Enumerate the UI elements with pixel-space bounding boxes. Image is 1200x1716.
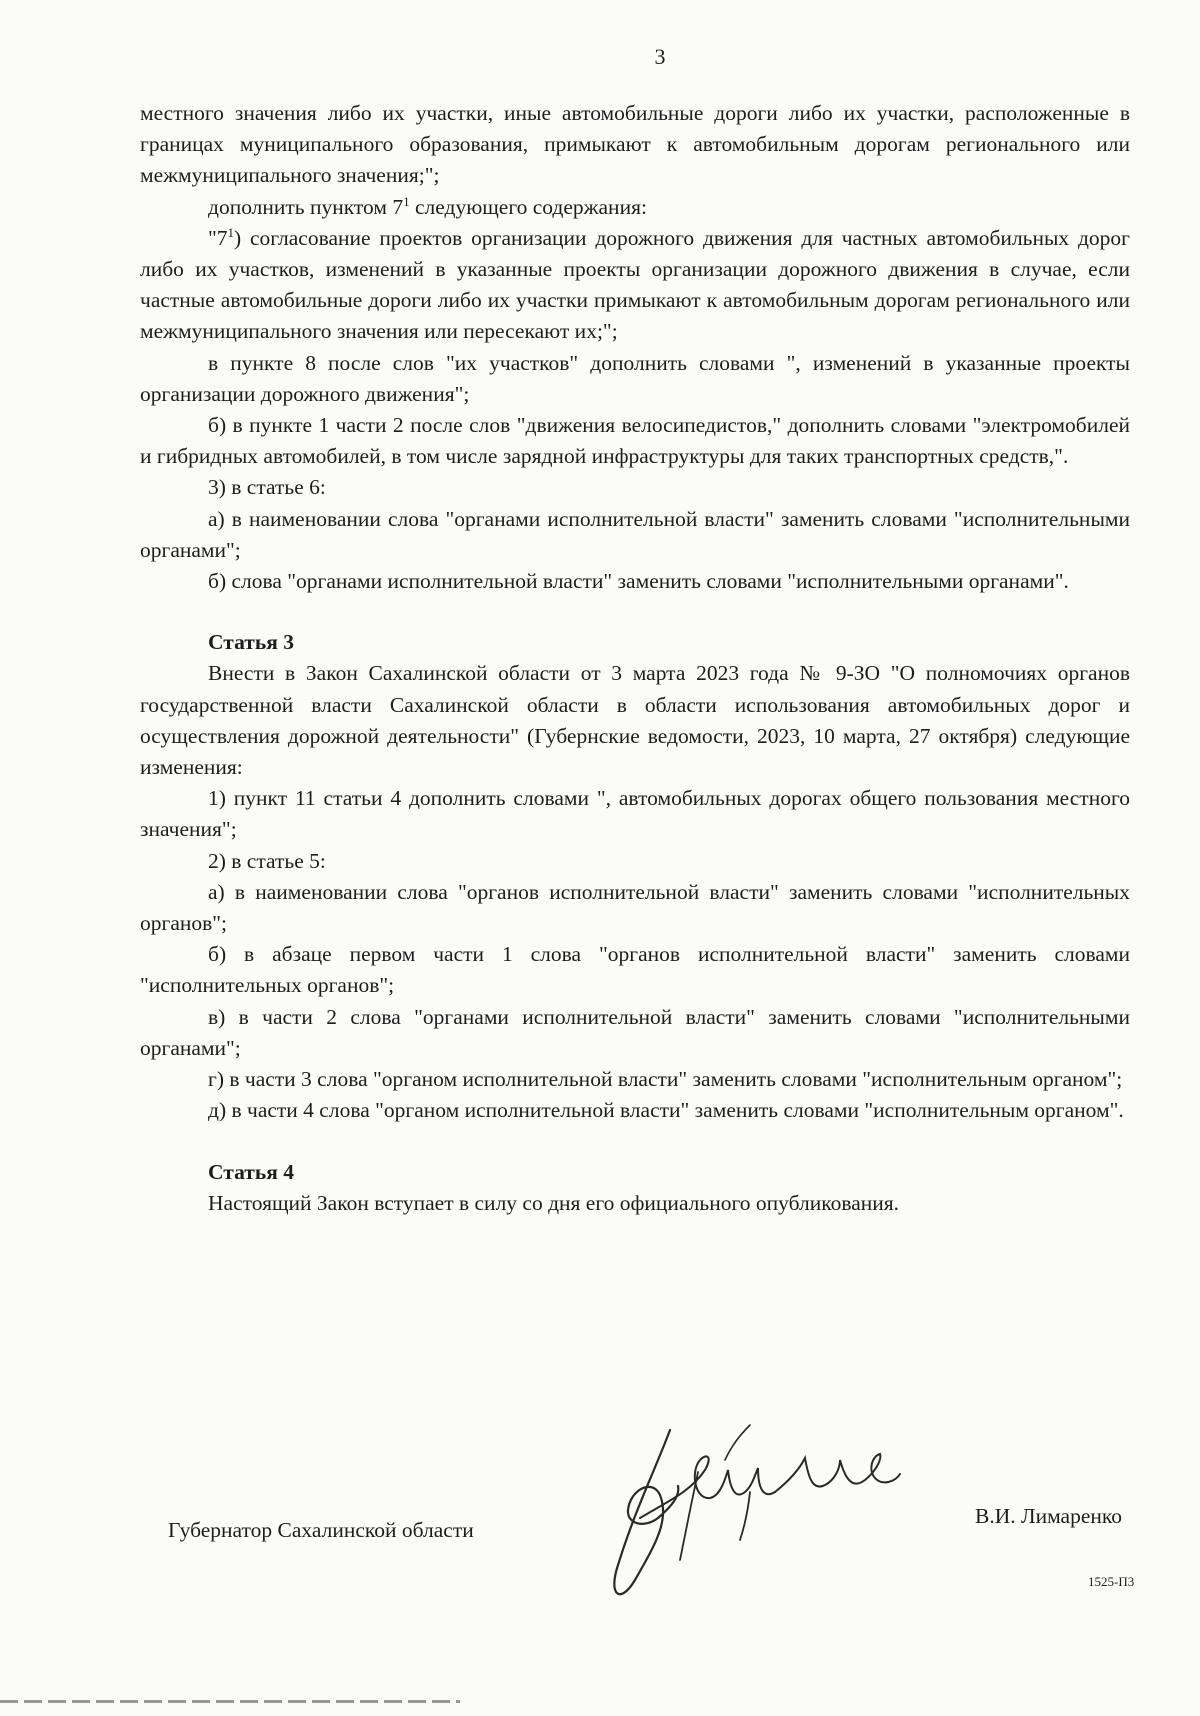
paragraph: б) в пункте 1 части 2 после слов "движения велосипедистов," дополнить словами "электромобилей и гибридных автомобилей, в том числе зарядной инфраструктуры для таких транспортных средств,". [140, 413, 1130, 469]
paragraph: в) в части 2 слова "органами исполнительной власти" заменить словами "исполнительными органами"; [140, 1004, 1130, 1060]
paragraph: Настоящий Закон вступает в силу со дня его официального опубликования. [208, 1190, 900, 1215]
paragraph: 1) пункт 11 статьи 4 дополнить словами ", автомобильных дорогах общего пользования местного значения"; [140, 786, 1130, 842]
governor-title: Губернатор Сахалинской области [168, 1518, 474, 1542]
paragraph: д) в части 4 слова "органом исполнительной власти" заменить словами "исполнительным органом". [208, 1098, 1124, 1123]
paragraph: дополнить пунктом $7^1$ следующего содержания: [208, 193, 647, 219]
paragraph: а) в наименовании слова "органами исполнительной власти" заменить словами "исполнительными органами"; [140, 506, 1130, 562]
paragraph: 2) в статье 5: [208, 848, 326, 873]
paragraph: а) в наименовании слова "органов исполнительной власти" заменить словами "исполнительных органов"; [140, 879, 1130, 936]
paragraph: г) в части 3 слова "органом исполнительной власти" заменить словами "исполнительным органом"; [208, 1067, 1123, 1092]
paragraph: 3) в статье 6: [208, 475, 326, 500]
article-heading-4: Статья 4 [208, 1159, 294, 1184]
paragraph: Внести в Закон Сахалинской области от 3 марта 2023 года № 9-ЗО "О полномочиях органов государственной власти Сахалинской области в области использования автомобильных дорог и осуществления дорожной деятельности" (Губернские ведомости, 2023, 10 марта, 27 октября) следующие изменения: [140, 661, 1130, 780]
paragraph: б) слова "органами исполнительной власти" заменить словами "исполнительными органами". [208, 569, 1069, 594]
signature-block [0, 1400, 1200, 1620]
document-code: 1525-П3 [1088, 1574, 1135, 1589]
paragraph: "$7^1$) согласование проектов организации дорожного движения для частных автомобильных дорог либо их участков, изменений в указанные проекты организации дорожного движения в случае, если частные автомобильные дороги либо их участки примыкают к автомобильным дорогам регионального или межмуниципального значения или пересекают их;"; [140, 224, 1130, 344]
paragraph: б) в абзаце первом части 1 слова "органов исполнительной власти" заменить словами "исполнительных органов"; [140, 942, 1130, 998]
document-body [140, 98, 1130, 1219]
article-heading-3: Статья 3 [208, 630, 294, 655]
page-number: 3 [654, 44, 666, 69]
governor-name: В.И. Лимаренко [975, 1504, 1122, 1528]
paragraph: в пункте 8 после слов "их участков" дополнить словами ", изменений в указанные проекты организации дорожного движения"; [140, 350, 1130, 406]
paragraph: местного значения либо их участки, иные автомобильные дороги либо их участки, расположенные в границах муниципального образования, примыкают к автомобильным дорогам регионального или межмуниципального значения;"; [140, 101, 1130, 188]
handwritten-signature-icon [600, 1400, 920, 1620]
scan-artifact-line [0, 1700, 460, 1703]
